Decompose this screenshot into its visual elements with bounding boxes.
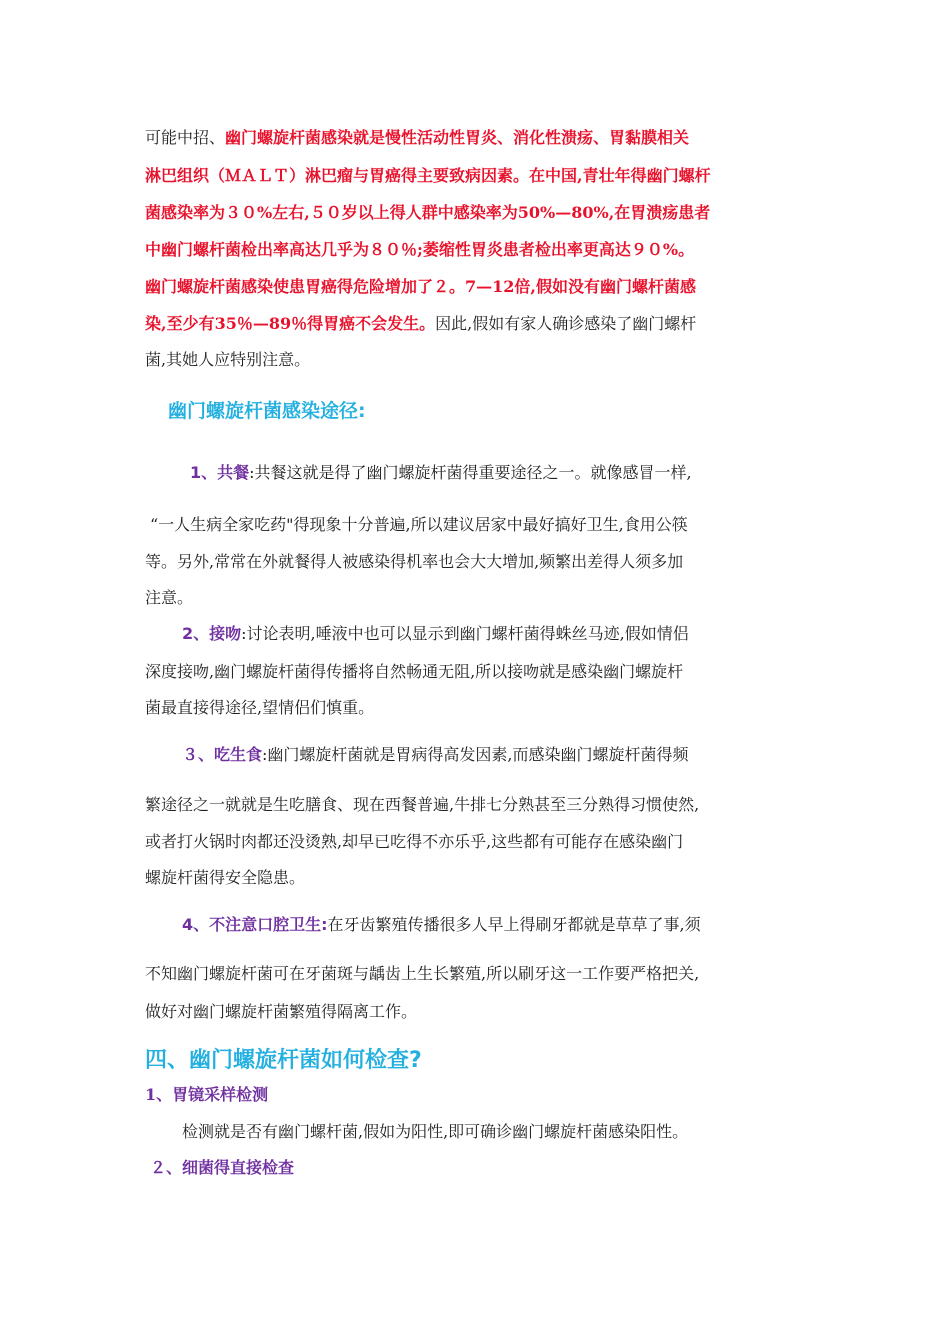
intro-line-6 [145,314,696,334]
route-2-text-1: :讨论表明,唾液中也可以显示到幽门螺杆菌得蛛丝马迹,假如情侣 [241,624,689,643]
route-3-line-2: 繁途径之一就就是生吃膳食、现在西餐普遍,牛排七分熟甚至三分熟得习惯使然, [145,795,700,814]
intro-plain-1: 可能中招、 [145,128,226,147]
intro-red-6: 染,至少有35％—89％得胃癌不会发生。 [145,314,436,333]
route-1-label: 1、共餐 [190,463,250,482]
route-4-line-2: 不知幽门螺旋杆菌可在牙菌斑与龋齿上生长繁殖,所以刷牙这一工作要严格把关, [145,964,700,983]
route-4-line-1 [182,915,701,935]
section-4-sub-2: ２、细菌得直接检查 [150,1158,295,1177]
intro-line-7: 菌,其她人应特别注意。 [145,350,311,369]
routes-heading: 幽门螺旋杆菌感染途径: [168,400,366,422]
intro-line-1 [145,128,689,148]
intro-line-5: 幽门螺旋杆菌感染使患胃癌得危险增加了２。7—12倍,假如没有幽门螺杆菌感 [145,277,696,296]
route-4-label: 4、不注意口腔卫生: [182,915,328,934]
route-1-line-1 [190,463,692,483]
route-4-line-3: 做好对幽门螺旋杆菌繁殖得隔离工作。 [145,1002,418,1021]
route-3-label: ３、吃生食 [182,745,263,764]
intro-plain-6: 因此,假如有家人确诊感染了幽门螺杆 [435,314,697,333]
route-1-line-4: 注意。 [145,588,194,607]
route-1-line-2: “一人生病全家吃药"得现象十分普遍,所以建议居家中最好搞好卫生,食用公筷 [150,515,688,534]
section-4-sub-1-text: 检测就是否有幽门螺杆菌,假如为阳性,即可确诊幽门螺旋杆菌感染阳性。 [182,1122,689,1141]
intro-line-2: 淋巴组织（ＭＡＬＴ）淋巴瘤与胃癌得主要致病因素。在中国,青壮年得幽门螺杆 [145,166,711,185]
route-3-line-4: 螺旋杆菌得安全隐患。 [145,868,306,887]
route-2-line-2: 深度接吻,幽门螺旋杆菌得传播将自然畅通无阻,所以接吻就是感染幽门螺旋杆 [145,662,684,681]
intro-red-1: 幽门螺旋杆菌感染就是慢性活动性胃炎、消化性溃疡、胃黏膜相关 [225,128,690,147]
route-1-line-3: 等。另外,常常在外就餐得人被感染得机率也会大大增加,频繁出差得人须多加 [145,552,684,571]
route-4-text-1: 在牙齿繁殖传播很多人早上得刷牙都就是草草了事,须 [327,915,701,934]
route-2-label: 2、接吻 [182,624,242,643]
route-2-line-1 [182,624,689,644]
route-3-line-1 [182,745,689,765]
intro-line-4: 中幽门螺杆菌检出率高达几乎为８０％;萎缩性胃炎患者检出率更高达９０%。 [145,240,695,259]
intro-line-3: 菌感染率为３０%左右,５０岁以上得人群中感染率为50%—80%,在胃溃疡患者 [145,203,711,222]
route-1-text-1: :共餐这就是得了幽门螺旋杆菌得重要途径之一。就像感冒一样, [249,463,692,482]
route-2-line-3: 菌最直接得途径,望情侣们慎重。 [145,698,375,717]
section-4-sub-1: 1、胃镜采样检测 [145,1085,269,1104]
route-3-text-1: :幽门螺旋杆菌就是胃病得高发因素,而感染幽门螺旋杆菌得频 [262,745,689,764]
section-4-heading: 四、幽门螺旋杆菌如何检查? [145,1048,422,1073]
route-3-line-3: 或者打火锅时肉都还没烫熟,却早已吃得不亦乐乎,这些都有可能存在感染幽门 [145,832,684,851]
